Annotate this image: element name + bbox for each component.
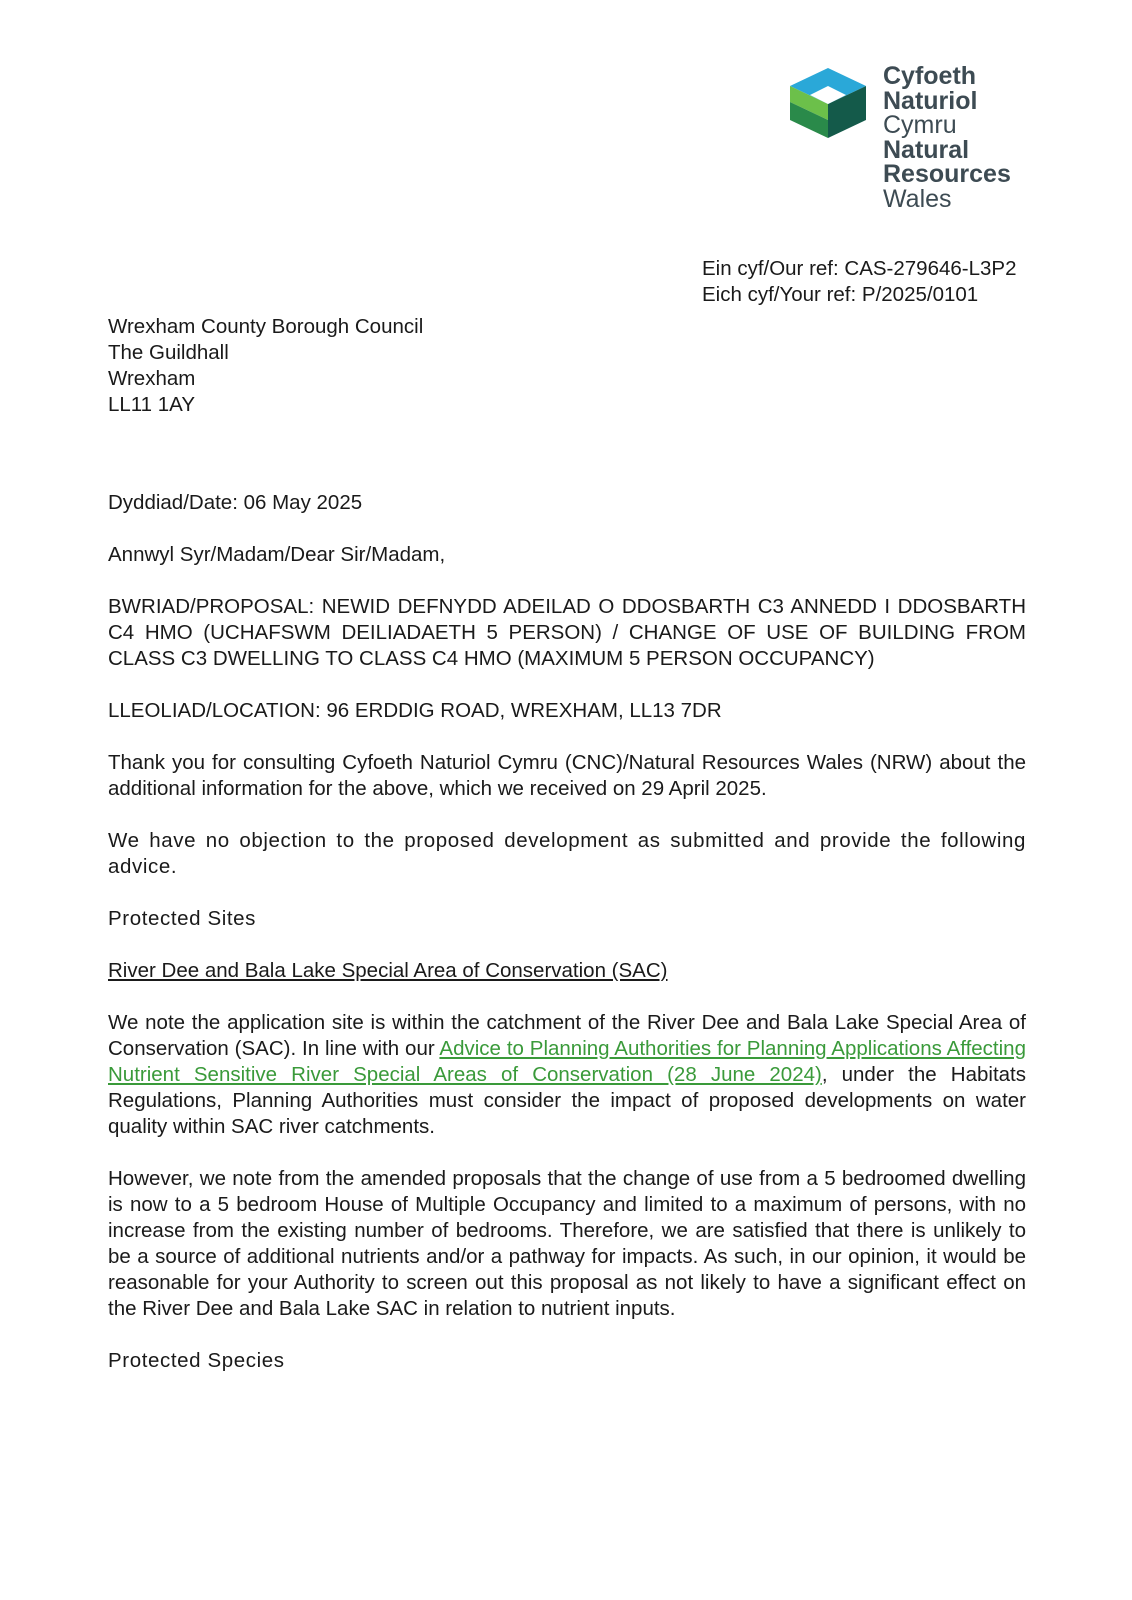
address-line: Wrexham County Borough Council	[108, 315, 424, 338]
paragraph-no-objection: We have no objection to the proposed development as submitted and provide the following advice.	[108, 829, 1026, 878]
your-reference: Eich cyf/Your ref: P/2025/0101	[702, 283, 979, 306]
heading-protected-species: Protected Species	[108, 1349, 285, 1372]
heading-protected-sites: Protected Sites	[108, 907, 257, 930]
address-line: LL11 1AY	[108, 393, 196, 416]
address-line: Wrexham	[108, 367, 196, 390]
paragraph-sac-end: , under the Habitats Regulations, Planning Authorities must consider the impact of proposed developments on water quality within SAC river catchments.	[108, 1063, 1026, 1138]
salutation: Annwyl Syr/Madam/Dear Sir/Madam,	[108, 543, 446, 566]
proposal: BWRIAD/PROPOSAL: NEWID DEFNYDD ADEILAD O DDOSBARTH C3 ANNEDD I DDOSBARTH C4 HMO (UCHAFSWM DEILIADAETH 5 PERSON) / CHANGE OF USE OF BUILDING FROM CLASS C3 DWELLING TO CLASS C4 HMO (MAXIMUM 5 PERSON OCCUPANCY)	[108, 595, 1026, 670]
paragraph-sac	[108, 1010, 1026, 1140]
logo-line: Cyfoeth	[883, 62, 977, 90]
logo-line: Cymru	[883, 111, 957, 139]
nrw-logo	[790, 64, 1030, 224]
logo-line: Wales	[883, 184, 952, 213]
location: LLEOLIAD/LOCATION: 96 ERDDIG ROAD, WREXHAM, LL13 7DR	[108, 699, 722, 722]
subheading-sac: River Dee and Bala Lake Special Area of Conservation (SAC)	[108, 959, 668, 982]
advice-document-link[interactable]: Advice to Planning Authorities for Planning Applications Affecting Nutrient Sensitive River Special Areas of Conservation (28 June 2024)	[108, 1037, 1026, 1086]
nrw-hexagon-logo-icon	[790, 68, 866, 138]
reference-block	[702, 256, 1017, 308]
logo-line: Resources	[883, 160, 1011, 188]
our-reference: Ein cyf/Our ref: CAS-279646-L3P2	[702, 257, 1017, 280]
paragraph-screening: However, we note from the amended proposals that the change of use from a 5 bedroomed dwelling is now to a 5 bedroom House of Multiple Occupancy and limited to a maximum of persons, with no increase from the existing number of bedrooms. Therefore, we are satisfied that there is unlikely to be a source of additional nutrients and/or a pathway for impacts. As such, in our opinion, it would be reasonable for your Authority to screen out this proposal as not likely to have a significant effect on the River Dee and Bala Lake SAC in relation to nutrient inputs.	[108, 1167, 1026, 1320]
paragraph-consultation: Thank you for consulting Cyfoeth Naturiol Cymru (CNC)/Natural Resources Wales (NRW) about the additional information for the above, which we received on 29 April 2025.	[108, 751, 1026, 800]
letter-date: Dyddiad/Date: 06 May 2025	[108, 491, 363, 514]
address-line: The Guildhall	[108, 341, 229, 364]
logo-line: Naturiol	[883, 86, 978, 115]
recipient-address	[108, 314, 423, 418]
logo-wordmark	[883, 64, 1011, 211]
paragraph-sac-start: We note the application site is within the catchment of the River Dee and Bala Lake Special Area of Conservation (SAC). In line with our	[108, 1011, 1026, 1060]
logo-line: Natural	[883, 135, 970, 164]
letter-body	[108, 490, 1026, 1400]
